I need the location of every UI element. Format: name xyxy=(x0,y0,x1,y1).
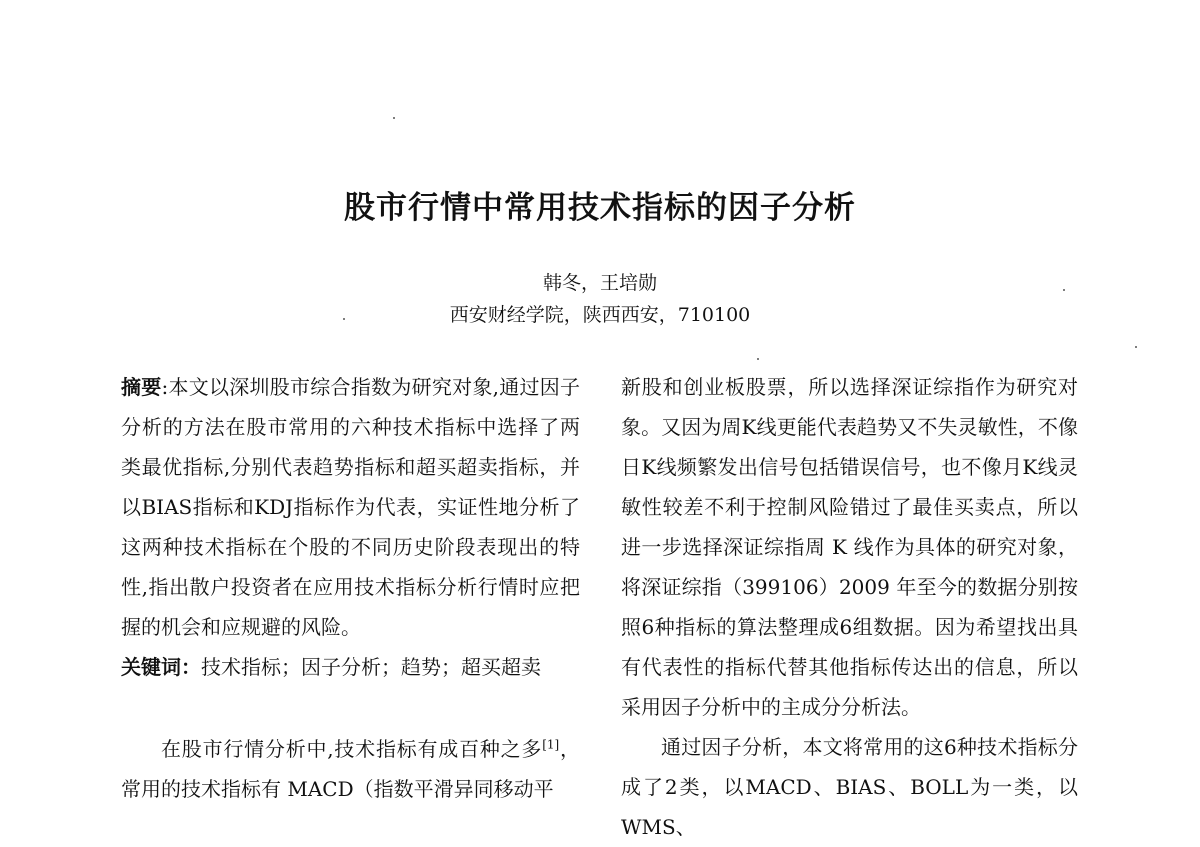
keywords-label: 关键词： xyxy=(121,655,201,679)
scan-speck xyxy=(393,117,395,119)
scan-speck xyxy=(1135,346,1137,348)
right-column xyxy=(621,367,1078,847)
paper-title: 股市行情中常用技术指标的因子分析 xyxy=(344,190,856,226)
left-column xyxy=(121,367,580,809)
scan-speck xyxy=(1063,289,1065,291)
scan-speck xyxy=(757,358,759,360)
abstract-paragraph xyxy=(121,367,580,647)
author-list: 韩冬，王培勋 xyxy=(542,272,657,294)
citation-ref: [1] xyxy=(542,737,560,752)
keywords-paragraph xyxy=(121,647,580,687)
body-paragraph-2: 通过因子分析，本文将常用的这6种技术指标分成了2类，以MACD、BIAS、BOLL为一类，以WMS、 xyxy=(621,735,1078,839)
intro-text: 在股市行情分析中,技术指标有成百种之多 xyxy=(161,737,543,761)
keywords-text: 技术指标；因子分析；趋势；超买超卖 xyxy=(201,655,541,679)
affiliation: 西安财经学院，陕西西安，710100 xyxy=(449,304,751,326)
abstract-label: 摘要 xyxy=(121,375,162,399)
scan-speck xyxy=(343,318,345,320)
abstract-text: :本文以深圳股市综合指数为研究对象,通过因子分析的方法在股市常用的六种技术指标中选择了两类最优指标,分别代表趋势指标和超买超卖指标，并以BIAS指标和KDJ指标作为代表，实证性地分析了这两种技术指标在个股的不同历史阶段表现出的特性,指出散户投资者在应用技术指标分析行情时应把握的机会和应规避的风险。 xyxy=(121,375,580,639)
intro-paragraph xyxy=(121,729,580,809)
intro-text-continued: ，常用的技术指标有 MACD（指数平滑异同移动平 xyxy=(121,737,581,801)
body-paragraph: 新股和创业板股票，所以选择深证综指作为研究对象。又因为周K线更能代表趋势又不失灵敏性，不像日K线频繁发出信号包括错误信号，也不像月K线灵敏性较差不利于控制风险错过了最佳买卖点，所以进一步选择深证综指周 K 线作为具体的研究对象，将深证综指（399106）2009 年至今的数据分别按照6种指标的算法整理成6组数据。因为希望找出具有代表性的指标代替其他指标传达出的信息，所以采用因子分析中的主成分分析法。 xyxy=(621,375,1078,719)
